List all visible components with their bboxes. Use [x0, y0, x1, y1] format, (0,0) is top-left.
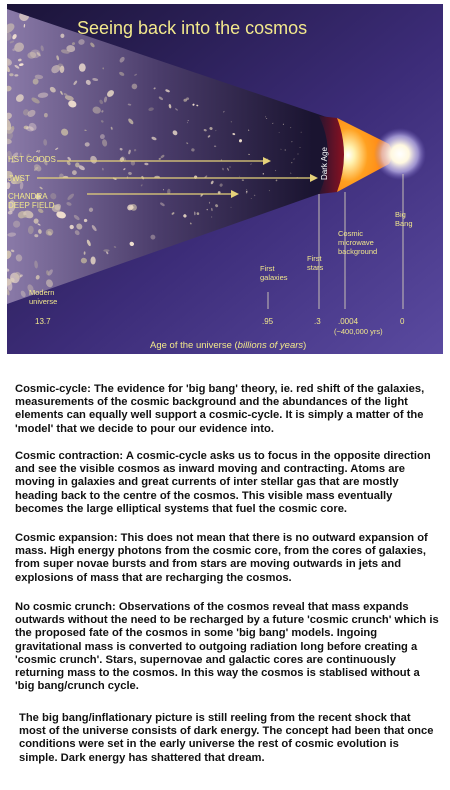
- paragraph-cosmic-cycle: Cosmic-cycle: The evidence for 'big bang' theory, ie. red shift of the galaxies, measurements of the cosmic background and the abundances of the light elements can equally well support a cosmic-cycle. It is simply a matter of the 'model' that we decide to pour our evidence into.: [15, 383, 425, 435]
- telescope-jwst: JWST: [8, 174, 30, 183]
- tick-13-7: 13.7: [35, 317, 51, 326]
- galaxy: [103, 249, 109, 252]
- figure-title: Seeing back into the cosmos: [77, 18, 308, 38]
- tick-0-3: .3: [314, 317, 321, 326]
- telescope-hst-goods: HST GOODS: [8, 155, 56, 164]
- telescope-chandra: CHANDRA DEEP FIELD: [8, 192, 55, 210]
- tick-0-0004: .0004: [338, 317, 359, 326]
- galaxy: [79, 63, 86, 71]
- dark-age-label: Dark Age: [320, 147, 329, 180]
- axis-label: Age of the universe (billions of years): [150, 340, 307, 351]
- cmb-years-label: (~400,000 yrs): [334, 327, 383, 336]
- paragraph-no-cosmic-crunch: No cosmic crunch: Observations of the cosmos reveal that mass expands outwards without the need to be recharged by a future 'cosmic crunch' which is the proposed fate of the cosmos in some 'big bang' models. Ingoing gravitational mass is converted to outgoing radiation long before creating a 'cosmic crunch'. Stars, supernovae and galactic cores are continuously returning mass to the cosmos. In this way the cosmos is stablised without a 'big bang/crunch cycle.: [15, 601, 439, 693]
- modern-universe-label: Modern universe: [29, 288, 58, 306]
- paragraph-dark-energy: The big bang/inflationary picture is still reeling from the recent shock that most of the universe consists of dark energy. The concept had been that once conditions were set in the early universe the rest of cosmic evolution is simple. Dark energy has shattered that dream.: [19, 712, 434, 764]
- marker-first-galaxies: First galaxies: [260, 264, 288, 282]
- marker-cmb: Cosmic microwave background: [338, 229, 378, 256]
- galaxy: [90, 257, 95, 265]
- paragraph-cosmic-expansion: Cosmic expansion: This does not mean that there is no outward expansion of mass. High energy photons from the cosmic core, from the cores of galaxies, from super novae bursts and from stars are moving outwards in jets and explosions of mass that are recharging the cosmos.: [15, 532, 428, 584]
- cosmos-diagram: [7, 4, 443, 354]
- tick-0-95: .95: [262, 317, 274, 326]
- paragraph-cosmic-contraction: Cosmic contraction: A cosmic-cycle asks us to focus in the opposite direction and see the visible cosmos as inward moving and contracting. Atoms are moving in galaxies and great currents of inter stellar gas that are mostly heading back to the centre of the cosmos. This visible mass eventually becomes the large elliptical systems that fuel the cosmic core.: [15, 450, 431, 515]
- big-bang-glow: [374, 128, 426, 180]
- big-bang-label: Big Bang: [395, 210, 413, 228]
- galaxy: [75, 163, 79, 168]
- tick-0: 0: [400, 317, 405, 326]
- marker-first-stars: First stars: [307, 254, 324, 272]
